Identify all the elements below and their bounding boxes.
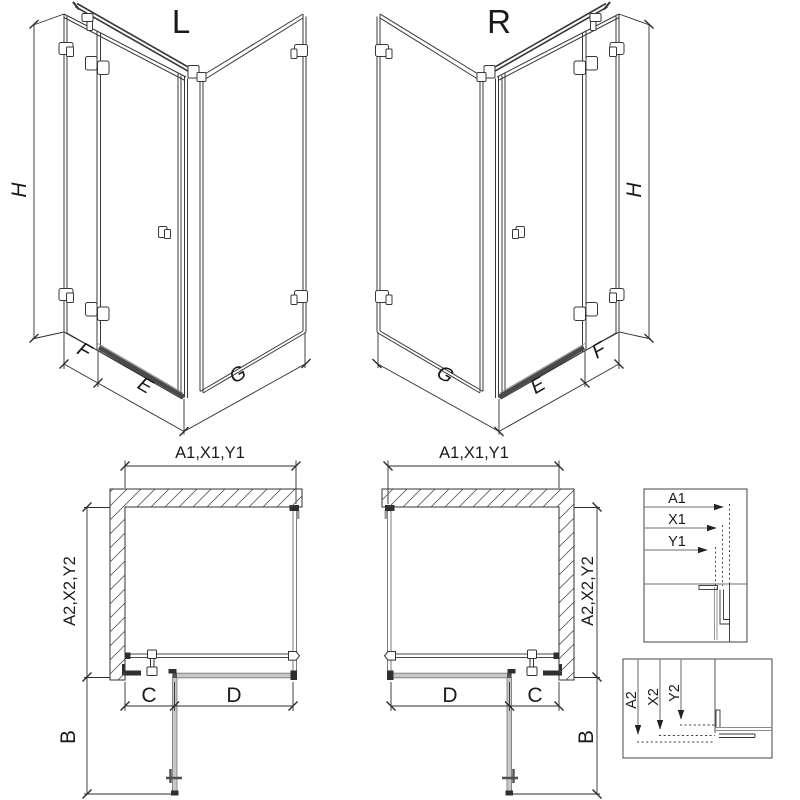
dim-label-h-right: H [623, 182, 646, 198]
dim-label-d-left: D [226, 684, 242, 707]
dim-label-e-left: E [133, 372, 157, 399]
dim-label-width-right: A1,X1,Y1 [439, 444, 509, 462]
variant-label-l: L [171, 3, 191, 40]
detail-label-a2: A2 [624, 691, 640, 709]
dim-label-c-right: C [527, 684, 543, 707]
door-pivot-hinge [147, 650, 157, 676]
door-hinge-upper [86, 57, 98, 71]
bar-wall-bracket [82, 14, 93, 22]
dim-label-g-left: G [225, 361, 251, 389]
detail-label-a1: A1 [668, 491, 686, 507]
dim-label-b-right: B [575, 729, 598, 745]
dim-label-depth-left: A2,X2,Y2 [61, 556, 79, 626]
dim-label-depth-right: A2,X2,Y2 [579, 556, 597, 626]
detail-box-depth-dims [623, 659, 772, 758]
dim-label-b-left: B [57, 729, 80, 745]
dim-label-c-left: C [141, 684, 157, 707]
detail-label-y1: Y1 [668, 534, 686, 550]
dim-label-d-right: D [442, 684, 458, 707]
dim-label-f-right: F [588, 338, 610, 364]
detail-label-y2: Y2 [667, 684, 683, 702]
dim-line-front [64, 364, 184, 432]
wall-hatch-plan-right [382, 489, 574, 680]
wall-hatch-plan-left [110, 489, 302, 680]
dim-label-h-left: H [8, 182, 31, 198]
detail-label-x2: X2 [646, 688, 662, 706]
detail-label-x1: X1 [668, 512, 686, 528]
door-hinge-lower [86, 303, 98, 317]
dim-label-f-left: F [73, 338, 95, 364]
front-view-left [30, 2, 311, 436]
dim-label-width-left: A1,X1,Y1 [175, 444, 245, 462]
bar-corner-fitting [289, 652, 300, 661]
dim-label-g-right: G [432, 361, 458, 389]
dim-label-e-right: E [526, 372, 550, 399]
variant-label-r: R [487, 3, 511, 40]
detail-box-width-dims [644, 489, 747, 642]
front-view-right [373, 2, 654, 436]
